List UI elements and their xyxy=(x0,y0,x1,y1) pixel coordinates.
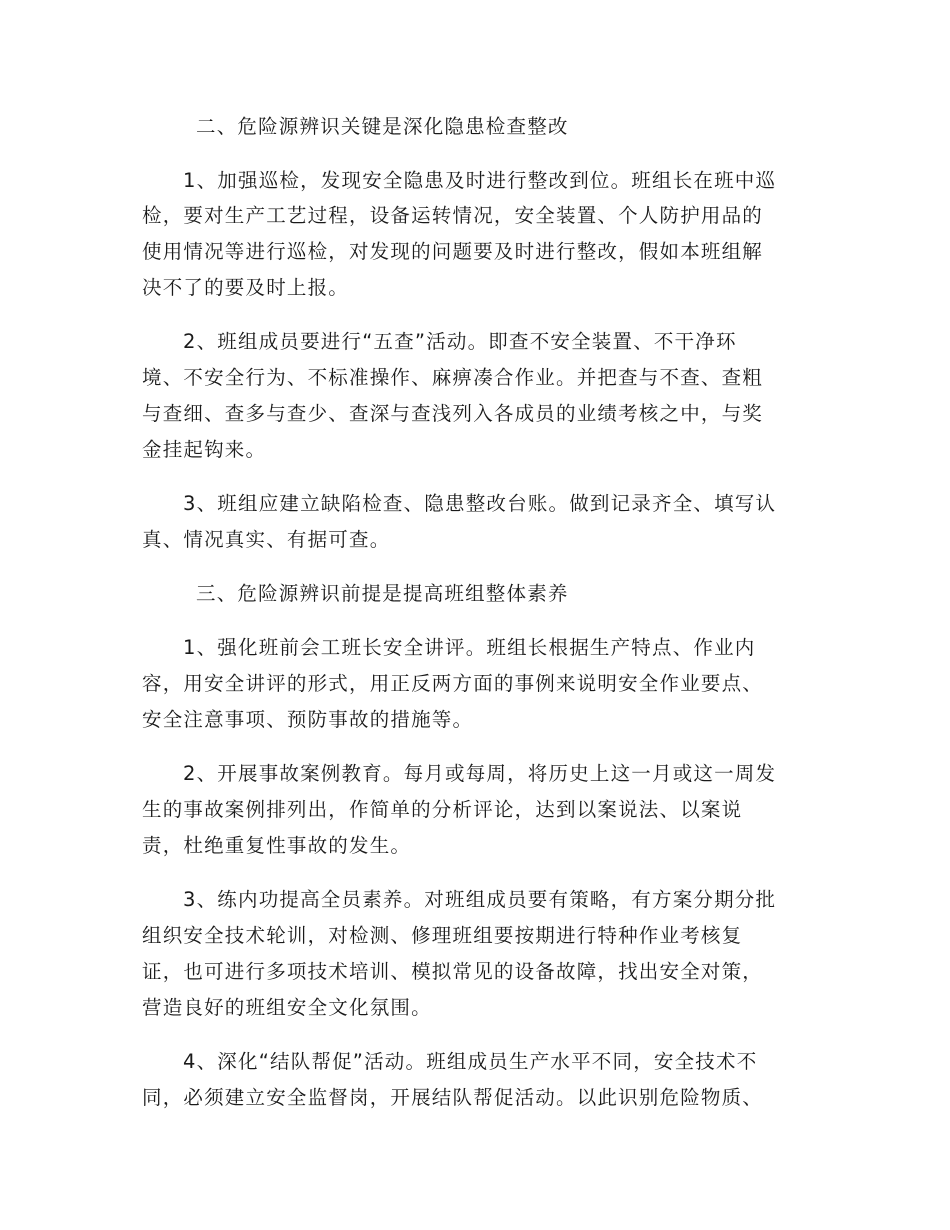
paragraph-line: 营造良好的班组安全文化氛围。 xyxy=(142,996,432,1019)
paragraph-line: 真、情况真实、有据可查。 xyxy=(142,528,391,551)
paragraph-line: 责，杜绝重复性事故的发生。 xyxy=(142,834,412,857)
paragraph-line: 证，也可进行多项技术培训、模拟常见的设备故障，找出安全对策， xyxy=(142,960,764,983)
paragraph-line: 2、开展事故案例教育。每月或每周，将历史上这一月或这一周发 xyxy=(183,762,777,785)
paragraph-line: 2、班组成员要进行“五查”活动。即查不安全装置、不干净环 xyxy=(183,330,737,353)
paragraph-line: 检，要对生产工艺过程，设备运转情况，安全装置、个人防护用品的 xyxy=(142,204,764,227)
paragraph-line: 组织安全技术轮训，对检测、修理班组要按期进行特种作业考核复 xyxy=(142,924,743,947)
paragraph-line: 安全注意事项、预防事故的措施等。 xyxy=(142,708,474,731)
paragraph-line: 容，用安全讲评的形式，用正反两方面的事例来说明安全作业要点、 xyxy=(142,672,764,695)
paragraph-line: 1、强化班前会工班长安全讲评。班组长根据生产特点、作业内 xyxy=(183,636,756,659)
paragraph-line: 1、加强巡检，发现安全隐患及时进行整改到位。班组长在班中巡 xyxy=(183,169,777,192)
paragraph-line: 金挂起钩来。 xyxy=(142,438,267,461)
paragraph-line: 生的事故案例排列出，作简单的分析评论，达到以案说法、以案说 xyxy=(142,798,743,821)
paragraph-line: 与查细、查多与查少、查深与查浅列入各成员的业绩考核之中，与奖 xyxy=(142,402,764,425)
paragraph-line: 3、班组应建立缺陷检查、隐患整改台账。做到记录齐全、填写认 xyxy=(183,492,777,515)
paragraph-line: 境、不安全行为、不标准操作、麻痹凑合作业。并把查与不查、查粗 xyxy=(142,366,764,389)
section-heading-3: 三、危险源辨识前提是提高班组整体素养 xyxy=(196,582,569,605)
paragraph-line: 4、深化“结队帮促”活动。班组成员生产水平不同，安全技术不 xyxy=(183,1050,758,1073)
section-heading-2: 二、危险源辨识关键是深化隐患检查整改 xyxy=(196,115,569,138)
paragraph-line: 决不了的要及时上报。 xyxy=(142,276,350,299)
paragraph-line: 同，必须建立安全监督岗，开展结队帮促活动。以此识别危险物质、 xyxy=(142,1086,764,1109)
paragraph-line: 使用情况等进行巡检，对发现的问题要及时进行整改，假如本班组解 xyxy=(142,240,764,263)
paragraph-line: 3、练内功提高全员素养。对班组成员要有策略，有方案分期分批 xyxy=(183,888,777,911)
